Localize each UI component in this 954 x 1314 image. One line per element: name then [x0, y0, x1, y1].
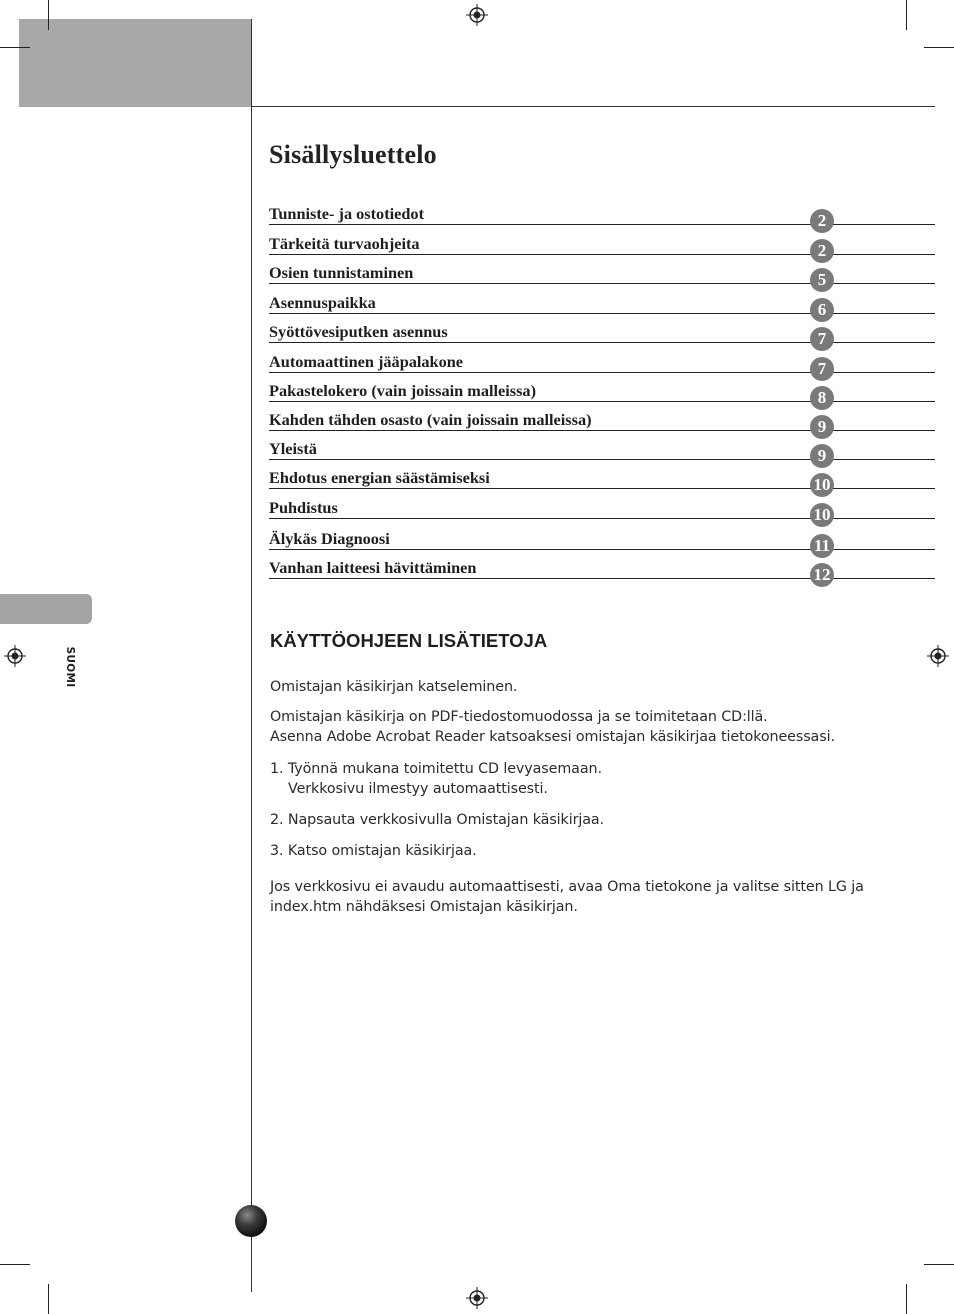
- toc-leader-line: [269, 459, 935, 460]
- step-1: [270, 760, 910, 799]
- toc-page-badge: 8: [810, 386, 834, 410]
- toc-page-badge: 7: [810, 327, 834, 351]
- page-title: Sisällysluettelo: [269, 140, 437, 169]
- toc-label: Syöttövesiputken asennus: [269, 322, 458, 342]
- toc-row[interactable]: [269, 528, 935, 555]
- toc-label: Älykäs Diagnoosi: [269, 529, 400, 549]
- toc-leader-line: [269, 549, 935, 550]
- toc-leader-line: [269, 342, 935, 343]
- toc-leader-line: [269, 488, 935, 489]
- section-heading: KÄYTTÖOHJEEN LISÄTIETOJA: [270, 630, 548, 651]
- toc-row[interactable]: [269, 262, 935, 289]
- crop-mark: [0, 1264, 30, 1265]
- toc-row[interactable]: [269, 203, 935, 230]
- toc-row[interactable]: [269, 321, 935, 348]
- toc-row[interactable]: [269, 233, 935, 260]
- toc-page-badge: 5: [810, 268, 834, 292]
- crop-mark: [906, 1284, 907, 1314]
- toc-leader-line: [269, 401, 935, 402]
- toc-label: Vanhan laitteesi hävittäminen: [269, 558, 486, 578]
- crop-mark: [48, 1284, 49, 1314]
- toc-label: Asennuspaikka: [269, 293, 386, 313]
- toc-row[interactable]: [269, 292, 935, 319]
- paragraph-line: Omistajan käsikirja on PDF-tiedostomuodossa ja se toimitetaan CD:llä.: [270, 709, 768, 725]
- language-tab: [0, 594, 92, 624]
- toc-row[interactable]: [269, 380, 935, 407]
- toc-leader-line: [269, 254, 935, 255]
- toc-page-badge: 2: [810, 239, 834, 263]
- registration-mark-icon: [927, 645, 949, 667]
- crop-mark: [924, 1264, 954, 1265]
- toc-label: Pakastelokero (vain joissain malleissa): [269, 381, 546, 401]
- page-number-dot: [235, 1205, 267, 1237]
- toc-label: Yleistä: [269, 439, 327, 459]
- toc-leader-line: [269, 578, 935, 579]
- toc-page-badge: 12: [810, 563, 834, 587]
- crop-mark: [0, 47, 30, 48]
- intro-text: Omistajan käsikirjan katseleminen.: [270, 679, 518, 695]
- toc-page-badge: 7: [810, 357, 834, 381]
- language-label: [62, 642, 78, 692]
- toc-page-badge: 2: [810, 209, 834, 233]
- toc-leader-line: [269, 313, 935, 314]
- step-3: 3. Katso omistajan käsikirjaa.: [270, 843, 477, 859]
- toc-label: Kahden tähden osasto (vain joissain malleissa): [269, 410, 602, 430]
- toc-leader-line: [269, 430, 935, 431]
- note-paragraph: [270, 878, 910, 917]
- header-horizontal-rule: [251, 106, 935, 107]
- toc-row[interactable]: [269, 409, 935, 436]
- toc-leader-line: [269, 224, 935, 225]
- toc-label: Puhdistus: [269, 498, 348, 518]
- toc-row[interactable]: [269, 467, 935, 494]
- toc-row[interactable]: [269, 351, 935, 378]
- toc-row[interactable]: [269, 497, 935, 524]
- toc-leader-line: [269, 518, 935, 519]
- toc-page-badge: 9: [810, 415, 834, 439]
- toc-page-badge: 10: [810, 503, 834, 527]
- toc-label: Osien tunnistaminen: [269, 263, 423, 283]
- toc-label: Tärkeitä turvaohjeita: [269, 234, 430, 254]
- toc-row[interactable]: [269, 557, 935, 584]
- paragraph: [270, 708, 910, 747]
- crop-mark: [924, 47, 954, 48]
- paragraph-line: Asenna Adobe Acrobat Reader katsoaksesi omistajan käsikirjaa tietokoneessasi.: [270, 728, 835, 745]
- toc-row[interactable]: [269, 438, 935, 465]
- registration-mark-icon: [466, 1287, 488, 1309]
- language-label-text: SUOMI: [64, 646, 76, 688]
- crop-mark: [906, 0, 907, 30]
- step-1-text: 1. Työnnä mukana toimitettu CD levyasemaan.: [270, 761, 602, 777]
- toc-page-badge: 11: [810, 534, 834, 558]
- toc-page-badge: 9: [810, 444, 834, 468]
- header-gray-block: [19, 19, 251, 107]
- toc-page-badge: 10: [810, 473, 834, 497]
- step-2: 2. Napsauta verkkosivulla Omistajan käsikirjaa.: [270, 812, 605, 828]
- registration-mark-icon: [4, 645, 26, 667]
- toc-label: Tunniste- ja ostotiedot: [269, 204, 434, 224]
- registration-mark-icon: [466, 4, 488, 26]
- toc-label: Ehdotus energian säästämiseksi: [269, 468, 500, 488]
- toc-leader-line: [269, 372, 935, 373]
- crop-mark: [48, 0, 49, 30]
- toc-leader-line: [269, 283, 935, 284]
- toc-label: Automaattinen jääpalakone: [269, 352, 473, 372]
- step-1-subtext: Verkkosivu ilmestyy automaattisesti.: [288, 780, 548, 797]
- note-line: index.htm nähdäksesi Omistajan käsikirjan.: [270, 898, 578, 915]
- note-line: Jos verkkosivu ei avaudu automaattisesti, avaa Oma tietokone ja valitse sitten LG ja: [270, 879, 864, 895]
- page-vertical-rule: [251, 19, 252, 1292]
- toc-page-badge: 6: [810, 298, 834, 322]
